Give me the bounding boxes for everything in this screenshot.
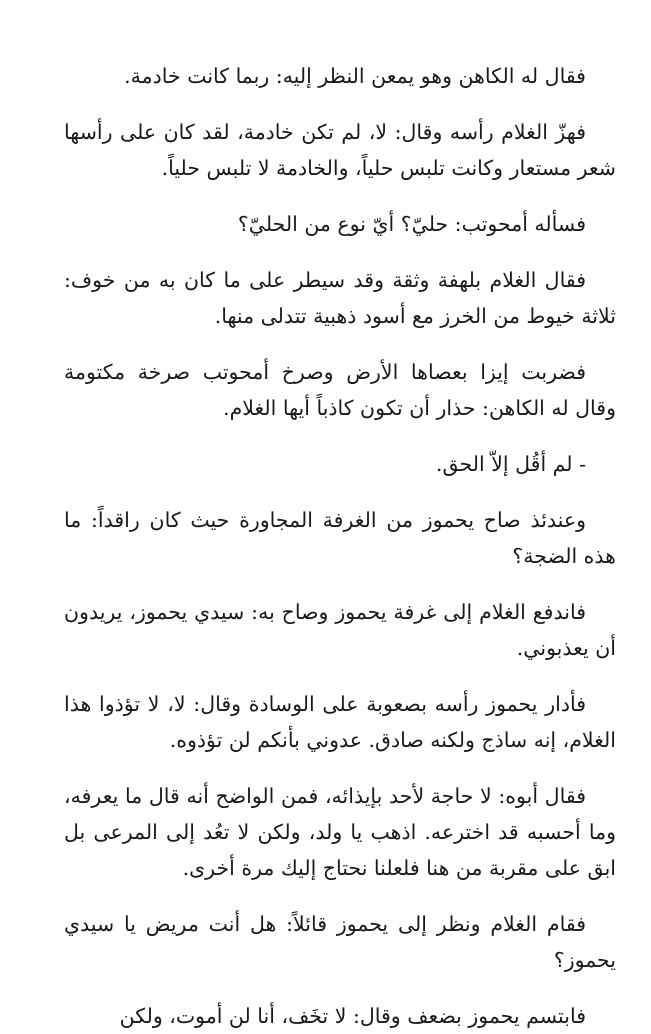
paragraph-12: فابتسم يحموز بضعف وقال: لا تخَف، أنا لن أموت، ولكن xyxy=(119,1004,586,1028)
paragraph-4: فقال الغلام بلهفة وثقة وقد سيطر على ما كان به من خوف: ثلاثة خيوط من الخرز مع أسود ذهبية تتدلى منها. xyxy=(64,268,616,328)
paragraph-11: فقام الغلام ونظر إلى يحموز قائلاً: هل أنت مريض يا سيدي يحموز؟ xyxy=(64,912,616,972)
paragraph-6: - لم أقُل إلاّ الحق. xyxy=(435,452,586,476)
page-text xyxy=(64,58,616,1034)
paragraph-9: فأدار يحموز رأسه بصعوبة على الوسادة وقال: لا، لا تؤذوا هذا الغلام، إنه ساذج ولكنه صادق. عدوني بأنكم لن تؤذوه. xyxy=(64,692,616,752)
paragraph-2: فهزّ الغلام رأسه وقال: لا، لم تكن خادمة، لقد كان على رأسها شعر مستعار وكانت تلبس حلياً، والخادمة لا تلبس حلياً. xyxy=(64,120,616,180)
paragraph-1: فقال له الكاهن وهو يمعن النظر إليه: ربما كانت خادمة. xyxy=(124,64,586,88)
paragraph-7: وعندئذ صاح يحموز من الغرفة المجاورة حيث كان راقداً: ما هذه الضجة؟ xyxy=(64,508,616,568)
paragraph-5: فضربت إيزا بعصاها الأرض وصرخ أمحوتب صرخة مكتومة وقال له الكاهن: حذار أن تكون كاذباً أيها الغلام. xyxy=(64,360,616,420)
paragraph-10: فقال أبوه: لا حاجة لأحد بإيذائه، فمن الواضح أنه قال ما يعرفه، وما أحسبه قد اخترعه. اذهب يا ولد، ولكن لا تعُد إلى المرعى بل ابق على مقربة من هنا فلعلنا نحتاج إليك مرة أخرى. xyxy=(64,784,616,880)
paragraph-3: فسأله أمحوتب: حليّ؟ أيّ نوع من الحليّ؟ xyxy=(237,212,586,236)
paragraph-8: فاندفع الغلام إلى غرفة يحموز وصاح به: سيدي يحموز، يريدون أن يعذبوني. xyxy=(64,600,616,660)
